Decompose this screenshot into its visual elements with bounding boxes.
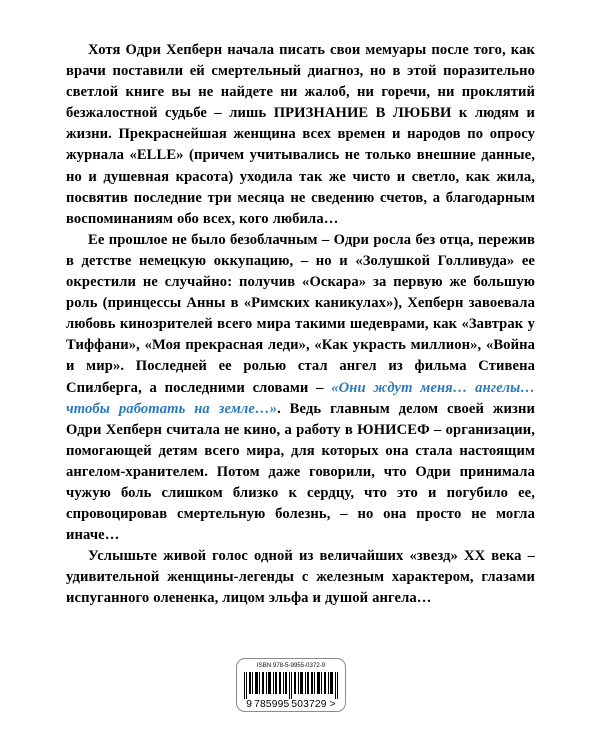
- isbn-barcode-block: [236, 658, 346, 712]
- blurb-paragraph-1-text: Хотя Одри Хепберн начала писать свои мемуары после того, как врачи поставили ей смертельный диагноз, но в этой поразительно светлой книге вы не найдете ни жалоб, ни горечи, ни проклятий безжалостной судьбе – лишь ПРИЗНАНИЕ В ЛЮБВИ к людям и жизни. Прекраснейшая женщина всех времен и народов по опросу журнала «ELLE» (причем учитывались не только внешние данные, но и душевная красота) уходила так же чисто и светло, как жила, посвятив последние три месяца не сведению счетов, а благодарным воспоминаниям обо всех, кого любила…: [66, 42, 535, 227]
- blurb-paragraph-2-text-part-2: . Ведь главным делом своей жизни Одри Хепберн считала не кино, а работу в ЮНИСЕФ – организации, помогающей детям всего мира, для которых она стала настоящим ангелом-хранителем. Потом даже говорили, что Одри принимала чужую боль слишком близко к сердцу, что это и погубило ее, спровоцировав смертельную болезнь, – но она просто не могла иначе…: [66, 400, 535, 544]
- blurb-paragraph-2: [66, 230, 535, 546]
- blurb-text-block: [66, 40, 535, 610]
- ean13-digit-row: [239, 699, 343, 710]
- ean13-right-group: 503729: [291, 699, 327, 710]
- blurb-paragraph-1: [66, 40, 535, 230]
- isbn-label: ISBN 978-5-9955-0372-9: [256, 662, 326, 669]
- ean13-lead-digit: 9: [246, 699, 253, 710]
- ean13-left-group: 785995: [254, 699, 290, 710]
- ean13-tail-marker: >: [329, 699, 336, 710]
- blurb-paragraph-3-text: Услышьте живой голос одной из величайших «звезд» XX века – удивительной женщины-легенды с железным характером, глазами испуганного олененка, лицом эльфа и душой ангела…: [66, 548, 535, 607]
- ean13-barcode-bars: [242, 672, 340, 699]
- blurb-paragraph-2-text-part-1: Ее прошлое не было безоблачным – Одри росла без отца, пережив в детстве немецкую оккупацию, – но и «Золушкой Голливуда» ее окрестили не случайно: получив «Оскара» за первую же большую роль (принцессы Анны в «Римских каникулах»), Хепберн завоевала любовь кинозрителей всего мира такими шедеврами, как «Завтрак у Тиффани», «Моя прекрасная леди», «Как украсть миллион», «Война и мир». Последней ее ролью стал ангел из фильма Стивена Спилберга, а последними словами –: [66, 231, 535, 396]
- blurb-paragraph-3: [66, 546, 535, 609]
- blurb-highlighted-quote: «Они ждут меня… ангелы… чтобы работать на земле…»: [66, 379, 535, 417]
